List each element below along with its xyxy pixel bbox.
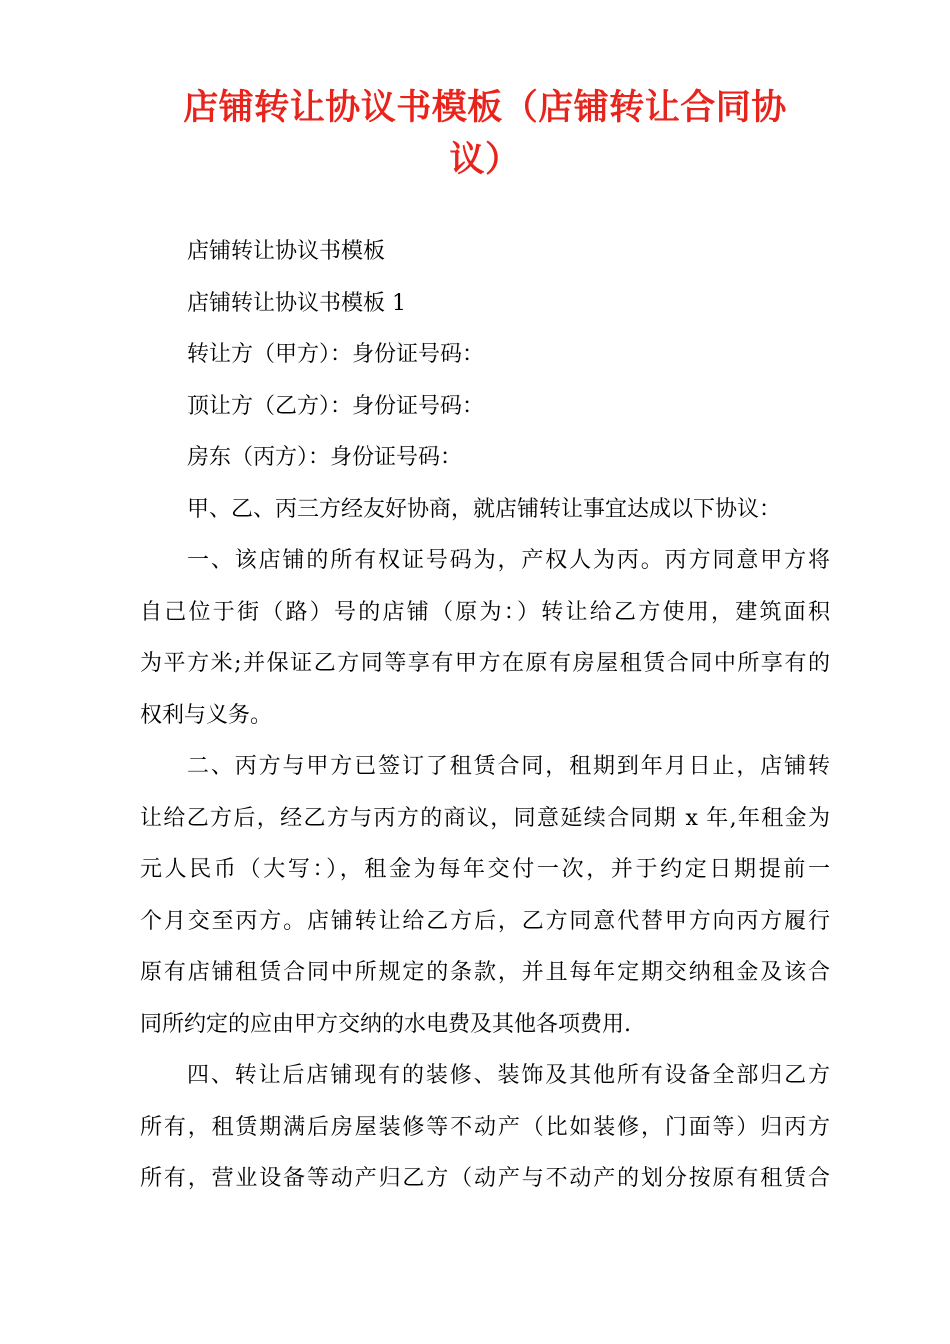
clause-2-line: 个月交至丙方。店铺转让给乙方后，乙方同意代替甲方向丙方履行 (140, 908, 830, 934)
clause-1-line: 为平方米;并保证乙方同等享有甲方在原有房屋租赁合同中所享有的 (140, 651, 830, 676)
clause-2-line: 让给乙方后，经乙方与丙方的商议，同意延续合同期 x 年,年租金为 (140, 805, 830, 831)
clause-2-line: 原有店铺租赁合同中所规定的条款，并且每年定期交纳租金及该合 (140, 960, 830, 985)
party-b-line: 顶让方（乙方）：身份证号码： (187, 393, 485, 419)
clause-4-line: 所有，租赁期满后房屋装修等不动产（比如装修，门面等）归丙方 (140, 1114, 830, 1140)
section-heading: 店铺转让协议书模板 (187, 239, 386, 264)
intro-paragraph: 甲、乙、丙三方经友好协商，就店铺转让事宜达成以下协议： (187, 496, 782, 522)
title-line-2: 议） (449, 140, 521, 180)
clause-1-line: 一、该店铺的所有权证号码为，产权人为丙。丙方同意甲方将 (187, 548, 830, 573)
document-body (140, 226, 830, 1205)
clause-2-line: 二、丙方与甲方已签订了租赁合同，租期到年月日止，店铺转 (187, 754, 830, 779)
party-a-line: 转让方（甲方）：身份证号码： (187, 342, 485, 367)
template-heading: 店铺转让协议书模板 1 (187, 290, 406, 316)
clause-2-line: 元人民币（大写：），租金为每年交付一次，并于约定日期提前一 (140, 857, 830, 882)
clause-4-paragraph (140, 1050, 830, 1205)
clause-4-line: 四、转让后店铺现有的装修、装饰及其他所有设备全部归乙方 (187, 1063, 830, 1088)
document-title (140, 82, 830, 186)
title-line-1: 店铺转让协议书模板（店铺转让合同协 (183, 88, 787, 128)
clause-1-line: 自己位于街（路）号的店铺（原为：）转让给乙方使用，建筑面积 (140, 599, 830, 625)
clause-2-line: 同所约定的应由甲方交纳的水电费及其他各项费用. (140, 1011, 631, 1037)
party-c-line: 房东（丙方）：身份证号码： (187, 445, 463, 470)
clause-1-paragraph (140, 535, 830, 741)
clause-2-paragraph (140, 741, 830, 1050)
clause-4-line: 所有，营业设备等动产归乙方（动产与不动产的划分按原有租赁合 (140, 1166, 830, 1191)
clause-1-line: 权利与义务。 (140, 702, 273, 728)
